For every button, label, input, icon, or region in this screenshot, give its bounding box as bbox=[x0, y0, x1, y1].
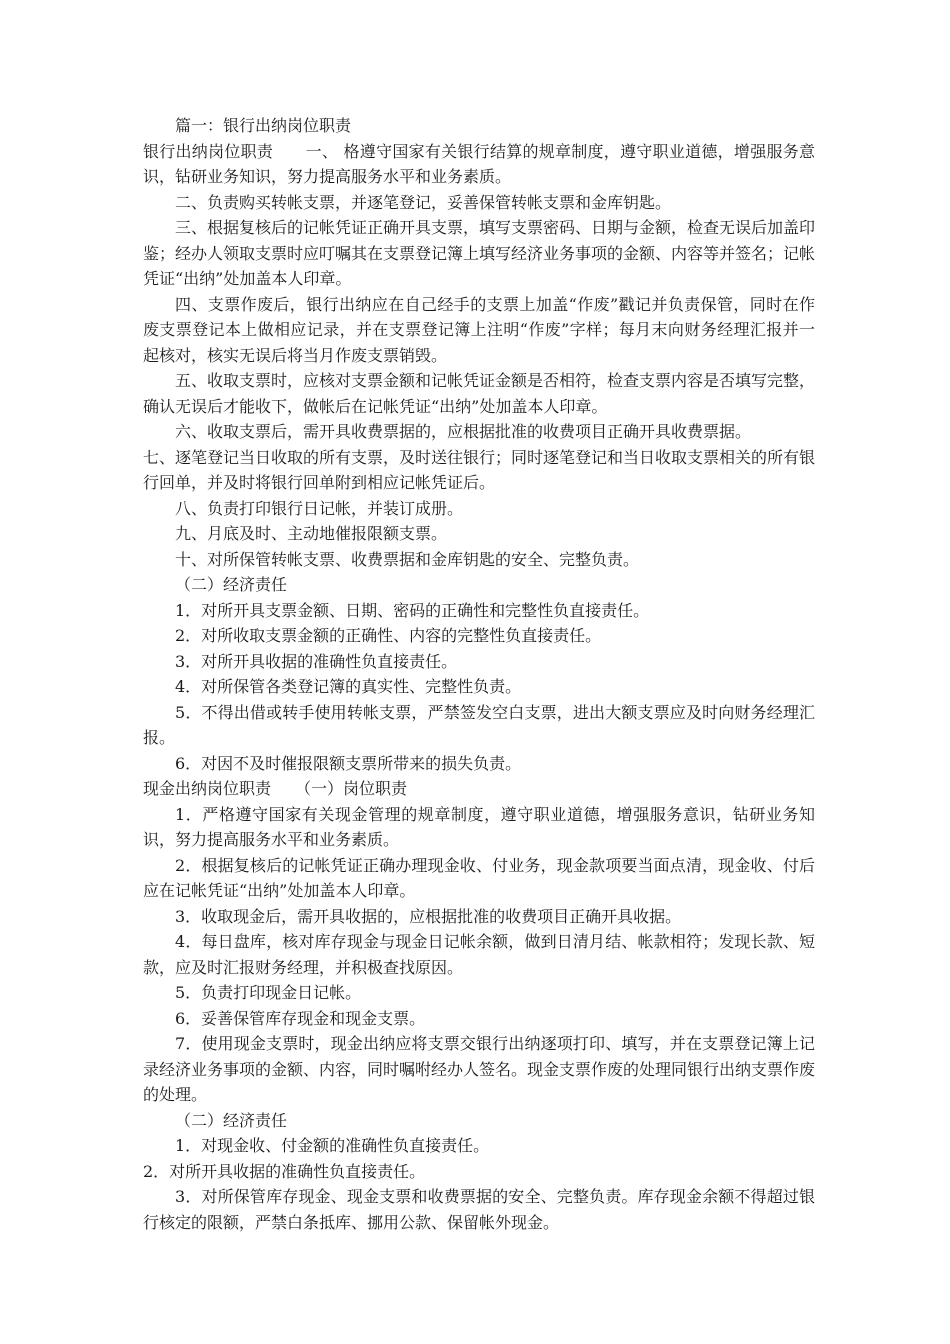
list-item: 4．对所保管各类登记簿的真实性、完整性负责。 bbox=[175, 677, 522, 696]
list-item: 1．严格遵守国家有关现金管理的规章制度，遵守职业道德，增强服务意识，钻研业务知识，努力提高服务水平和业务素质。 bbox=[143, 804, 815, 849]
paragraph: 十、对所保管转帐支票、收费票据和金库钥匙的安全、完整负责。 bbox=[175, 549, 640, 569]
document-body bbox=[143, 113, 815, 1235]
list-item: 2．对所开具收据的准确性负直接责任。 bbox=[143, 1161, 426, 1181]
section-heading: 现金出纳岗位职责 （一）岗位职责 bbox=[143, 779, 408, 798]
list-item: 1．对所开具支票金额、日期、密码的正确性和完整性负直接责任。 bbox=[175, 600, 650, 620]
subsection-heading: （二）经济责任 bbox=[175, 575, 288, 594]
list-item: 5．负责打印现金日记帐。 bbox=[175, 983, 362, 1002]
list-item: 1．对现金收、付金额的准确性负直接责任。 bbox=[175, 1136, 490, 1155]
list-item: 6．妥善保管库存现金和现金支票。 bbox=[175, 1008, 426, 1028]
list-item: 7．使用现金支票时，现金出纳应将支票交银行出纳逐项打印、填写，并在支票登记簿上记录经济业务事项的金额、内容，同时嘱咐经办人签名。现金支票作废的处理同银行出纳支票作废的处理。 bbox=[143, 1034, 816, 1104]
paragraph: 四、支票作废后，银行出纳应在自己经手的支票上加盖“作废”戳记并负责保管，同时在作废支票登记本上做相应记录，并在支票登记簿上注明“作废”字样；每月末向财务经理汇报并一起核对，核实无误后将当月作废支票销毁。 bbox=[143, 294, 815, 365]
paragraph: 银行出纳岗位职责 一、 格遵守国家有关银行结算的规章制度，遵守职业道德，增强服务意识，钻研业务知识，努力提高服务水平和业务素质。 bbox=[143, 141, 815, 186]
list-item: 2．根据复核后的记帐凭证正确办理现金收、付业务，现金款项要当面点清，现金收、付后应在记帐凭证“出纳”处加盖本人印章。 bbox=[143, 855, 815, 900]
list-item: 3．收取现金后，需开具收据的，应根据批准的收费项目正确开具收据。 bbox=[175, 906, 682, 926]
list-item: 5．不得出借或转手使用转帐支票，严禁签发空白支票，进出大额支票应及时向财务经理汇报。 bbox=[143, 702, 815, 747]
list-item: 6．对因不及时催报限额支票所带来的损失负责。 bbox=[175, 753, 522, 773]
subsection-heading: （二）经济责任 bbox=[175, 1110, 288, 1130]
list-item: 4．每日盘库，核对库存现金与现金日记帐余额，做到日清月结、帐款相符；发现长款、短款，应及时汇报财务经理，并积极查找原因。 bbox=[143, 932, 815, 977]
paragraph: 五、收取支票时，应核对支票金额和记帐凭证金额是否相符，检查支票内容是否填写完整，确认无误后才能收下，做帐后在记帐凭证“出纳”处加盖本人印章。 bbox=[143, 371, 816, 416]
paragraph: 七、逐笔登记当日收取的所有支票，及时送往银行；同时逐笔登记和当日收取支票相关的所有银行回单，并及时将银行回单附到相应记帐凭证后。 bbox=[143, 447, 816, 492]
paragraph: 六、收取支票后，需开具收费票据的，应根据批准的收费项目正确开具收费票据。 bbox=[175, 422, 752, 441]
list-item: 3．对所开具收据的准确性负直接责任。 bbox=[175, 651, 458, 671]
paragraph: 二、负责购买转帐支票，并逐笔登记，妥善保管转帐支票和金库钥匙。 bbox=[175, 192, 672, 212]
list-item: 3．对所保管库存现金、现金支票和收费票据的安全、完整负责。库存现金余额不得超过银行核定的限额，严禁白条抵库、挪用公款、保留帐外现金。 bbox=[143, 1187, 815, 1232]
paragraph: 八、负责打印银行日记帐，并装订成册。 bbox=[175, 498, 464, 518]
section-title: 篇一：银行出纳岗位职责 bbox=[175, 116, 352, 135]
list-item: 2．对所收取支票金额的正确性、内容的完整性负直接责任。 bbox=[175, 626, 602, 645]
paragraph: 三、根据复核后的记帐凭证正确开具支票，填写支票密码、日期与金额，检查无误后加盖印鉴；经办人领取支票时应叮嘱其在支票登记簿上填写经济业务事项的金额、内容等并签名；记帐凭证“出纳”处加盖本人印章。 bbox=[143, 218, 816, 288]
paragraph: 九、月底及时、主动地催报限额支票。 bbox=[175, 524, 448, 543]
